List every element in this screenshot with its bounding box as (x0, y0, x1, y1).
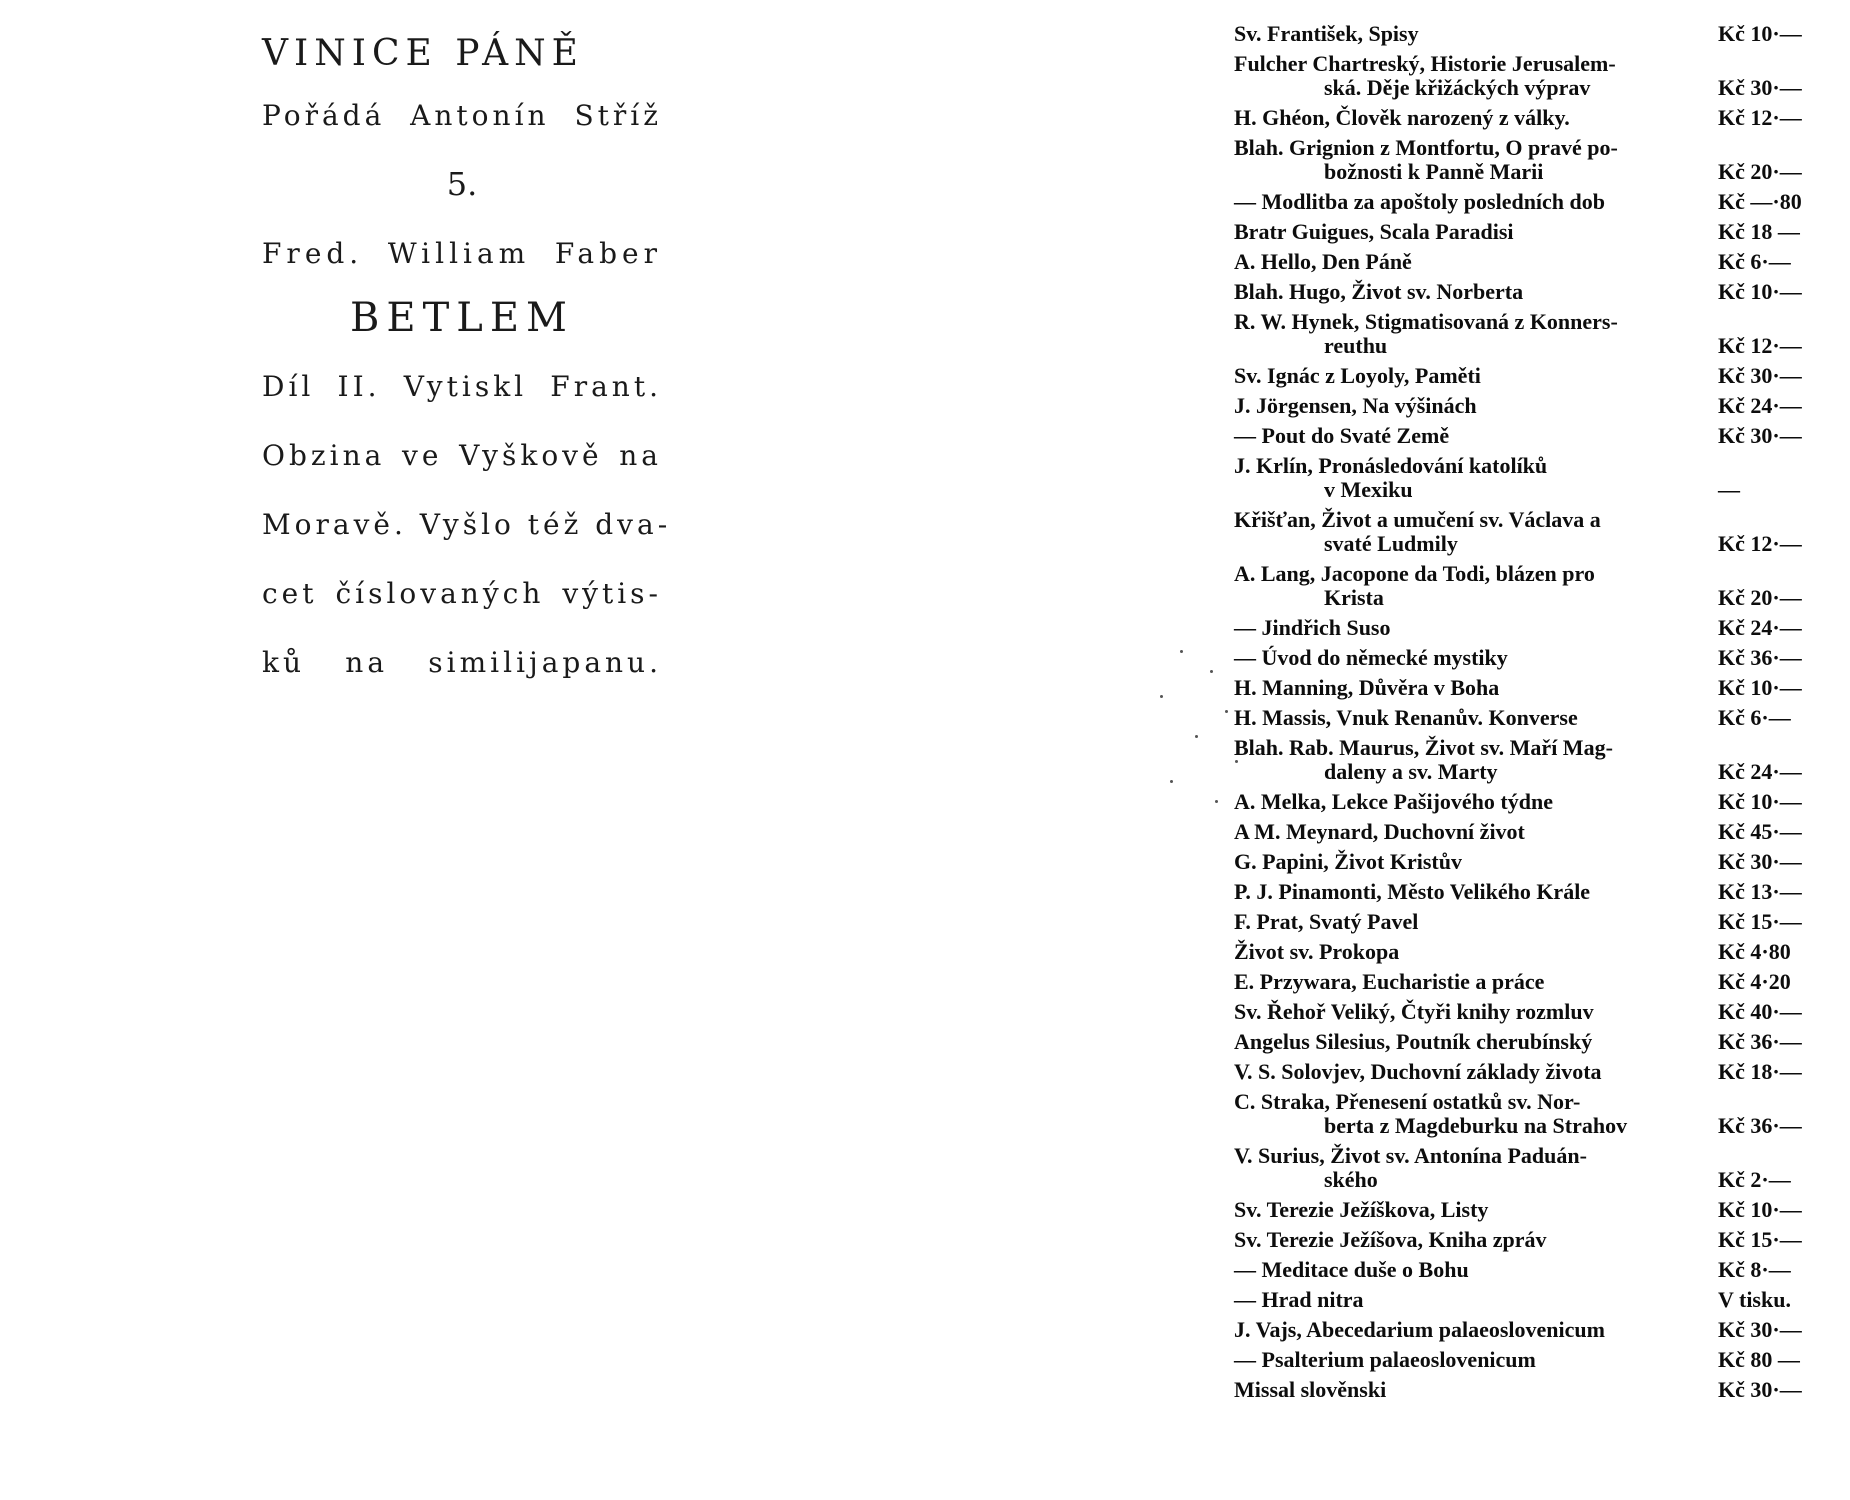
catalog-entry-title (1234, 1348, 1712, 1372)
catalog-entry-title (1234, 52, 1712, 100)
catalog-entry-title-line: Sv. Terezie Ježíškova, Listy (1234, 1197, 1489, 1222)
catalog-entry-title-line: — Psalterium palaeoslovenicum (1234, 1347, 1536, 1372)
catalog-entry-price: Kč 2·— (1718, 1167, 1791, 1192)
catalog-entry-price: — (1718, 477, 1740, 502)
book-title: BETLEM (350, 295, 574, 341)
catalog-entry-title (1234, 910, 1712, 934)
catalog-entry-title (1234, 106, 1712, 130)
catalog-entry-title-line: Život sv. Prokopa (1234, 939, 1400, 964)
catalog-entry-title-line: Angelus Silesius, Poutník cherubínský (1234, 1029, 1593, 1054)
catalog-entry (1234, 1258, 1814, 1282)
catalog-entry-title (1234, 190, 1712, 214)
catalog-entry-price: Kč 10·— (1718, 675, 1802, 700)
catalog-entry-price: Kč 30·— (1718, 423, 1802, 448)
catalog-entry-title (1234, 1378, 1712, 1402)
catalog-entry-title (1234, 280, 1712, 304)
catalog-entry-title-line: Blah. Rab. Maurus, Život sv. Maří Mag- (1234, 735, 1613, 760)
volume-number: 5. (446, 165, 478, 203)
catalog-entry-title-line: G. Papini, Život Kristův (1234, 849, 1462, 874)
catalog-entry-price: Kč 18·— (1718, 1059, 1802, 1084)
catalog-entry (1234, 364, 1814, 388)
catalog-entry-title-line: — Modlitba za apoštoly posledních dob (1234, 189, 1606, 214)
catalog-entry (1234, 250, 1814, 274)
catalog-entry-price: Kč 15·— (1718, 1227, 1802, 1252)
catalog-entry-price: Kč 8·— (1718, 1257, 1791, 1282)
catalog-entry-title-continuation: božnosti k Panně Marii (1324, 159, 1544, 184)
catalog-entry-title-line: Sv. Terezie Ježíšova, Kniha zpráv (1234, 1227, 1547, 1252)
catalog-entry-price: V tisku. (1718, 1287, 1791, 1312)
catalog-entry (1234, 736, 1814, 784)
catalog-entry-title (1234, 310, 1712, 358)
catalog-entry-price: Kč 30·— (1718, 849, 1802, 874)
series-title: VINICE PÁNĚ (262, 33, 584, 74)
catalog-entry-price: Kč 36·— (1718, 645, 1802, 670)
catalog-entry (1234, 646, 1814, 670)
catalog-entry-title-line: A. Melka, Lekce Pašijového týdne (1234, 789, 1553, 814)
catalog-entry-price: Kč 30·— (1718, 1377, 1802, 1402)
catalog-entry-title-line: A. Hello, Den Páně (1234, 249, 1412, 274)
catalog-entry (1234, 1198, 1814, 1222)
catalog-entry-title (1234, 1258, 1712, 1282)
catalog-entry-price: Kč 6·— (1718, 249, 1791, 274)
catalog-entry-title (1234, 850, 1712, 874)
catalog-entry-title (1234, 454, 1712, 502)
catalog-entry (1234, 790, 1814, 814)
catalog-entry-title-line: H. Manning, Důvěra v Boha (1234, 675, 1500, 700)
catalog-entry-title (1234, 1318, 1712, 1342)
catalog-entry-title-continuation: reuthu (1324, 333, 1388, 358)
catalog-entry-title (1234, 820, 1712, 844)
catalog-entry-title (1234, 706, 1712, 730)
catalog-entry-title-line: J. Vajs, Abecedarium palaeoslovenicum (1234, 1317, 1605, 1342)
catalog-entry (1234, 1000, 1814, 1024)
catalog-entry-title (1234, 22, 1712, 46)
catalog-entry-title-line: J. Krlín, Pronásledování katolíků (1234, 453, 1548, 478)
catalog-entry (1234, 190, 1814, 214)
catalog-entry-title (1234, 394, 1712, 418)
catalog-entry-price: Kč 24·— (1718, 759, 1802, 784)
catalog-entry-title-line: P. J. Pinamonti, Město Velikého Krále (1234, 879, 1591, 904)
catalog-entry-price: Kč 13·— (1718, 879, 1802, 904)
catalog-entry-title (1234, 1090, 1712, 1138)
colophon-line: Díl II. Vytiskl Frant. (262, 370, 662, 403)
catalog-entry (1234, 1060, 1814, 1084)
catalog-entry-price: Kč 30·— (1718, 75, 1802, 100)
catalog-entry (1234, 22, 1814, 46)
catalog-entry-title (1234, 940, 1712, 964)
catalog-entry-title (1234, 424, 1712, 448)
catalog-entry-title-line: Sv. František, Spisy (1234, 21, 1419, 46)
catalog-entry (1234, 1318, 1814, 1342)
catalog-entry (1234, 880, 1814, 904)
catalog-entry-title-line: — Pout do Svaté Země (1234, 423, 1450, 448)
catalog-entry-price: Kč 36·— (1718, 1029, 1802, 1054)
catalog-entry (1234, 1348, 1814, 1372)
catalog-entry-title-line: — Úvod do německé mystiky (1234, 645, 1508, 670)
catalog-entry (1234, 850, 1814, 874)
catalog-entry-price: Kč 30·— (1718, 1317, 1802, 1342)
catalog-entry-price: Kč 12·— (1718, 105, 1802, 130)
catalog-entry-price: Kč 10·— (1718, 789, 1802, 814)
colophon-line: ků na similijapanu. (262, 646, 662, 679)
catalog-entry-title-continuation: svaté Ludmily (1324, 531, 1458, 556)
catalog-entry-title (1234, 616, 1712, 640)
catalog-entry-title-continuation: daleny a sv. Marty (1324, 759, 1498, 784)
catalog-entry-price: Kč —·80 (1718, 189, 1802, 214)
catalog-entry-title-line: Křišťan, Život a umučení sv. Václava a (1234, 507, 1601, 532)
catalog-entry-price: Kč 20·— (1718, 159, 1802, 184)
catalog-entry-price: Kč 40·— (1718, 999, 1802, 1024)
catalog-entry-price: Kč 20·— (1718, 585, 1802, 610)
catalog-entry-price: Kč 45·— (1718, 819, 1802, 844)
catalog-entry-title-line: J. Jörgensen, Na výšinách (1234, 393, 1477, 418)
catalog-entry-title (1234, 1144, 1712, 1192)
catalog-entry-title-continuation: berta z Magdeburku na Strahov (1324, 1113, 1628, 1138)
catalog-entry-title (1234, 736, 1712, 784)
catalog-entry-price: Kč 24·— (1718, 615, 1802, 640)
catalog-entry-title-continuation: v Mexiku (1324, 477, 1413, 502)
catalog-entry-title-line: V. S. Solovjev, Duchovní základy života (1234, 1059, 1602, 1084)
catalog-entry-price: Kč 10·— (1718, 279, 1802, 304)
catalog-entry-title (1234, 1030, 1712, 1054)
catalog-entry-title (1234, 1060, 1712, 1084)
catalog-entry-title-line: H. Ghéon, Člověk narozený z války. (1234, 105, 1570, 130)
catalog-entry-title (1234, 220, 1712, 244)
author-name: Fred. William Faber (262, 237, 662, 270)
catalog-entry-title-line: Fulcher Chartreský, Historie Jerusalem- (1234, 51, 1616, 76)
catalog-entry-title (1234, 880, 1712, 904)
catalog-entry-title-line: R. W. Hynek, Stigmatisovaná z Konners- (1234, 309, 1618, 334)
catalog-entry-price: Kč 6·— (1718, 705, 1791, 730)
catalog-entry-title-line: Blah. Grignion z Montfortu, O pravé po- (1234, 135, 1618, 160)
catalog-entry-price: Kč 30·— (1718, 363, 1802, 388)
colophon-line: Obzina ve Vyškově na (262, 439, 662, 472)
catalog-entry (1234, 1030, 1814, 1054)
catalog-entry-title-line: — Jindřich Suso (1234, 615, 1391, 640)
catalog-entry (1234, 52, 1814, 100)
title-page (262, 22, 682, 695)
catalog-entry-price: Kč 18 — (1718, 219, 1800, 244)
catalog-entry (1234, 508, 1814, 556)
series-editor: Pořádá Antonín Stříž (262, 99, 662, 132)
catalog-entry-title (1234, 646, 1712, 670)
catalog-entry-title (1234, 250, 1712, 274)
catalog-entry (1234, 940, 1814, 964)
book-catalog (1234, 22, 1814, 1408)
catalog-entry-title (1234, 1198, 1712, 1222)
catalog-entry-price: Kč 4·20 (1718, 969, 1791, 994)
catalog-entry-price: Kč 10·— (1718, 21, 1802, 46)
catalog-entry (1234, 424, 1814, 448)
catalog-entry (1234, 280, 1814, 304)
catalog-entry-title (1234, 562, 1712, 610)
catalog-entry-price: Kč 4·80 (1718, 939, 1791, 964)
catalog-entry (1234, 970, 1814, 994)
catalog-entry-title-line: Sv. Řehoř Veliký, Čtyři knihy rozmluv (1234, 999, 1594, 1024)
catalog-entry-title-line: Sv. Ignác z Loyoly, Paměti (1234, 363, 1481, 388)
catalog-entry-title (1234, 676, 1712, 700)
catalog-entry-price: Kč 36·— (1718, 1113, 1802, 1138)
catalog-entry (1234, 220, 1814, 244)
catalog-entry-title-line: — Meditace duše o Bohu (1234, 1257, 1469, 1282)
catalog-entry (1234, 136, 1814, 184)
catalog-entry-title-continuation: ského (1324, 1167, 1378, 1192)
catalog-entry (1234, 454, 1814, 502)
catalog-entry-title-line: C. Straka, Přenesení ostatků sv. Nor- (1234, 1089, 1581, 1114)
catalog-entry (1234, 106, 1814, 130)
catalog-entry (1234, 676, 1814, 700)
catalog-entry-title-line: V. Surius, Život sv. Antonína Paduán- (1234, 1143, 1587, 1168)
catalog-entry-title-line: Bratr Guigues, Scala Paradisi (1234, 219, 1514, 244)
catalog-entry-price: Kč 15·— (1718, 909, 1802, 934)
catalog-entry-title-continuation: ská. Děje křižáckých výprav (1324, 75, 1591, 100)
catalog-entry-price: Kč 12·— (1718, 531, 1802, 556)
catalog-entry (1234, 562, 1814, 610)
colophon-line: Moravě. Vyšlo též dva- (262, 508, 672, 541)
catalog-entry-title-line: Blah. Hugo, Život sv. Norberta (1234, 279, 1524, 304)
catalog-entry-title (1234, 1000, 1712, 1024)
catalog-entry-price: Kč 80 — (1718, 1347, 1800, 1372)
catalog-entry-title (1234, 508, 1712, 556)
catalog-entry (1234, 1144, 1814, 1192)
catalog-entry (1234, 820, 1814, 844)
catalog-entry-title (1234, 970, 1712, 994)
catalog-entry (1234, 1228, 1814, 1252)
catalog-entry-title-line: A. Lang, Jacopone da Todi, blázen pro (1234, 561, 1595, 586)
catalog-entry-title-line: F. Prat, Svatý Pavel (1234, 909, 1419, 934)
catalog-entry-price: Kč 10·— (1718, 1197, 1802, 1222)
catalog-entry-title-line: Missal slověnski (1234, 1377, 1387, 1402)
catalog-entry (1234, 910, 1814, 934)
catalog-entry-title (1234, 1228, 1712, 1252)
catalog-entry-title-line: H. Massis, Vnuk Renanův. Konverse (1234, 705, 1578, 730)
catalog-entry (1234, 310, 1814, 358)
catalog-entry-title (1234, 790, 1712, 814)
catalog-entry (1234, 1378, 1814, 1402)
catalog-entry (1234, 1288, 1814, 1312)
catalog-entry-title (1234, 364, 1712, 388)
catalog-entry-title-line: — Hrad nitra (1234, 1287, 1364, 1312)
catalog-entry (1234, 616, 1814, 640)
catalog-entry (1234, 706, 1814, 730)
catalog-entry (1234, 1090, 1814, 1138)
catalog-entry-title (1234, 136, 1712, 184)
catalog-entry-price: Kč 24·— (1718, 393, 1802, 418)
catalog-entry-title-line: E. Przywara, Eucharistie a práce (1234, 969, 1545, 994)
catalog-entry-title-continuation: Krista (1324, 585, 1384, 610)
catalog-entry-price: Kč 12·— (1718, 333, 1802, 358)
colophon-line: cet číslovaných výtis- (262, 577, 662, 610)
catalog-entry-title (1234, 1288, 1712, 1312)
catalog-entry (1234, 394, 1814, 418)
catalog-entry-title-line: A M. Meynard, Duchovní život (1234, 819, 1525, 844)
